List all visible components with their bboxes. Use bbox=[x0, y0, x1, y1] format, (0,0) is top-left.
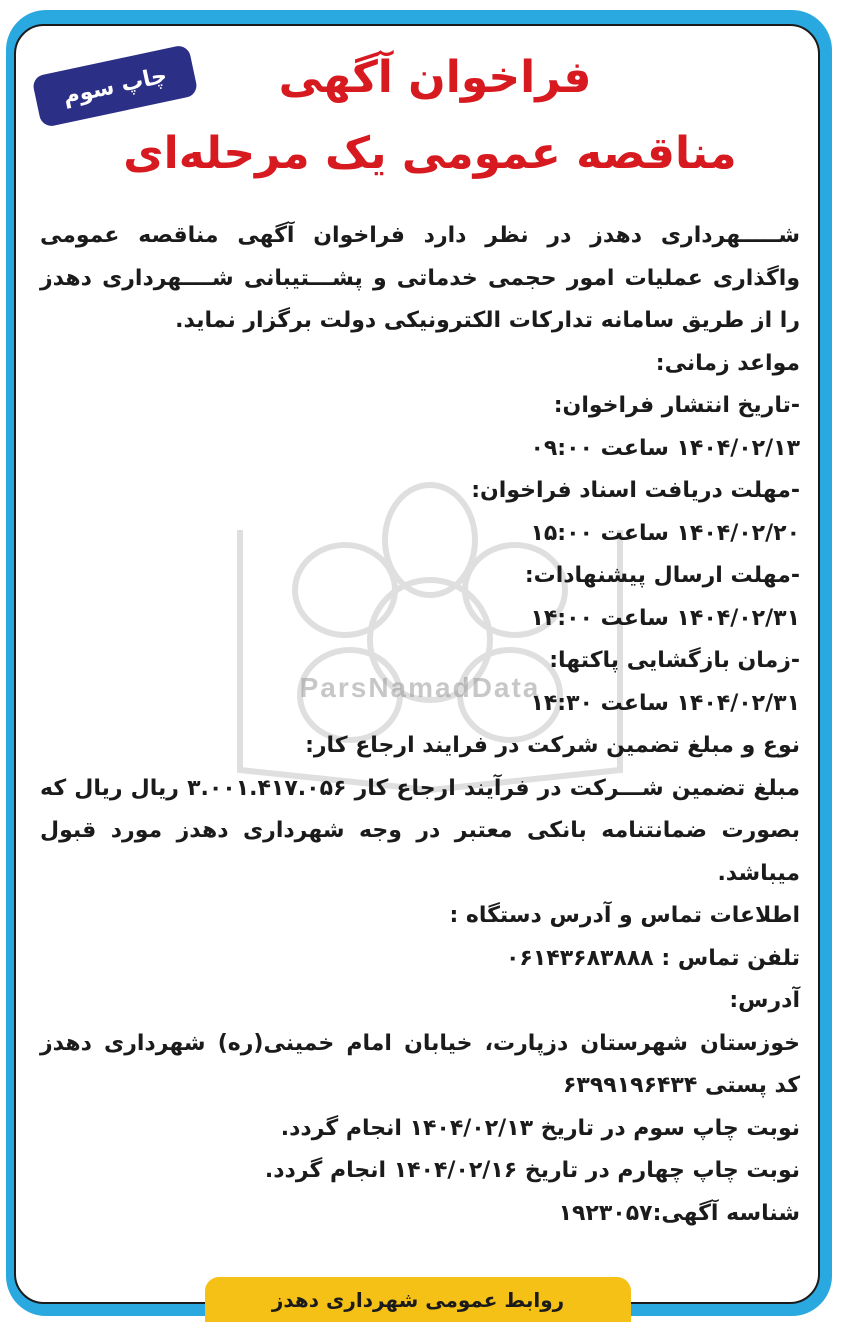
fourth-print-note: نوبت چاپ چهارم در تاریخ ۱۴۰۴/۰۲/۱۶ انجام گردد. bbox=[264, 1158, 800, 1183]
watermark-text: ParsNamadData bbox=[299, 672, 541, 703]
guarantee-text: مبلغ تضمین شـــرکت در فرآیند ارجاع کار ۳.۰۰۱.۴۱۷.۰۵۶ ریال ریال که بصورت ضمانتنامه بانکی معتبر در وجه شهرداری دهدز مورد قبول میباشد. bbox=[40, 775, 800, 886]
address-heading: آدرس: bbox=[729, 988, 800, 1013]
publish-date-value: ۱۴۰۴/۰۲/۱۳ ساعت ۰۹:۰۰ bbox=[530, 435, 800, 461]
opening-time-label: -زمان بازگشایی پاکتها: bbox=[549, 648, 800, 673]
guarantee-heading: نوع و مبلغ تضمین شرکت در فرایند ارجاع کار: bbox=[305, 733, 800, 758]
submit-deadline-label: -مهلت ارسال پیشنهادات: bbox=[524, 563, 800, 588]
notice-body bbox=[40, 215, 800, 1235]
notice-subtitle: مناقصه عمومی یک مرحله‌ای bbox=[123, 128, 737, 179]
docs-deadline-label: -مهلت دریافت اسناد فراخوان: bbox=[471, 478, 800, 503]
third-print-note: نوبت چاپ سوم در تاریخ ۱۴۰۴/۰۲/۱۳ انجام گردد. bbox=[280, 1115, 800, 1141]
phone-text: تلفن تماس : ۰۶۱۴۳۶۸۳۸۸۸ bbox=[506, 945, 800, 971]
schedule-heading: مواعد زمانی: bbox=[655, 350, 800, 376]
contact-heading: اطلاعات تماس و آدرس دستگاه : bbox=[449, 903, 800, 928]
address-text: خوزستان شهرستان دزپارت، خیابان امام خمینی(ره) شهرداری دهدز کد پستی ۶۳۹۹۱۹۶۴۳۴ bbox=[40, 1030, 800, 1098]
notice-title: فراخوان آگهی bbox=[278, 52, 592, 103]
footer-publisher: روابط عمومی شهرداری دهدز bbox=[205, 1277, 631, 1322]
opening-time-value: ۱۴۰۴/۰۲/۳۱ ساعت ۱۴:۳۰ bbox=[530, 690, 800, 716]
docs-deadline-value: ۱۴۰۴/۰۲/۲۰ ساعت ۱۵:۰۰ bbox=[530, 520, 800, 546]
publish-date-label: -تاریخ انتشار فراخوان: bbox=[553, 393, 800, 418]
print-edition-badge: چاپ سوم bbox=[31, 44, 198, 128]
ad-id: شناسه آگهی:۱۹۲۳۰۵۷ bbox=[558, 1200, 800, 1226]
submit-deadline-value: ۱۴۰۴/۰۲/۳۱ ساعت ۱۴:۰۰ bbox=[530, 605, 800, 631]
intro-paragraph: شـــــهرداری دهدز در نظر دارد فراخوان آگهی مناقصه عمومی واگذاری عملیات امور حجمی خدماتی و پشـــتیبانی شــــهرداری دهدز را از طریق سامانه تدارکات الکترونیکی دولت برگزار نماید. bbox=[40, 223, 800, 333]
